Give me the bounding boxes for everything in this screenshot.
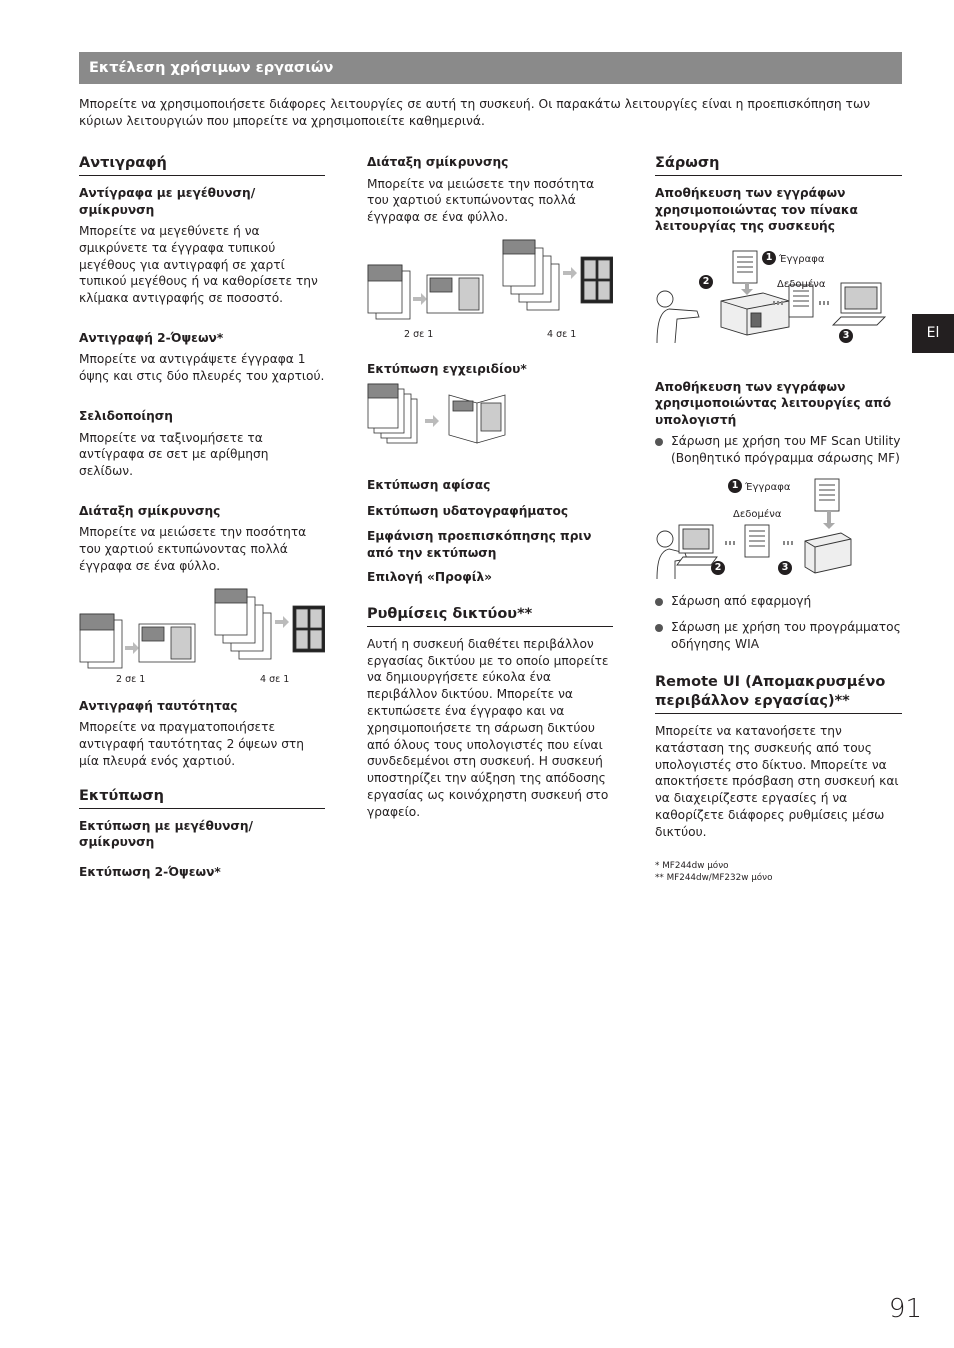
booklet-illustration: [367, 383, 613, 463]
print-caption-2in1: 2 σε 1: [404, 328, 434, 340]
bullet-dot: [655, 438, 663, 446]
scan-heading: Σάρωση: [655, 154, 902, 176]
print-duplex-title: Εκτύπωση 2-Όψεων*: [79, 864, 221, 879]
copy-reduced-text: Μπορείτε να μειώσετε την ποσότητα του χαρτιού εκτυπώνοντας πολλά έγγραφα σε ένα φύλλο.: [79, 525, 307, 574]
pc-step-1-badge: 1: [728, 479, 742, 493]
print-enlarge-title: Εκτύπωση με μεγέθυνση/σμίκρυνση: [79, 818, 253, 850]
pc-label-documents: Έγγραφα: [745, 481, 791, 493]
copy-duplex-text: Μπορείτε να αντιγράψετε έγγραφα 1 όψης και στις δύο πλευρές του χαρτιού.: [79, 352, 325, 384]
step-3-badge: 3: [839, 329, 853, 343]
remote-ui-text: Μπορείτε να κατανοήσετε την κατάσταση της συσκευής από τους υπολογιστές στο δίκτυο. Μπορείτε να αποκτήσετε πρόσβαση στη συσκευή και να διαχειρίζεστε εργασίες ή να καθορίζετε διάφορες ρυθμίσεις μέσω δικτύου.: [655, 723, 899, 839]
print-heading: Εκτύπωση: [79, 787, 325, 809]
booklet-image: [367, 383, 517, 449]
print-reduced-illustration: [367, 239, 613, 349]
page-number: 91: [888, 1294, 922, 1324]
scan-pc-title: Αποθήκευση των εγγράφων χρησιμοποιώντας λειτουργίες από υπολογιστή: [655, 379, 892, 427]
copy-id-title: Αντιγραφή ταυτότητας: [79, 698, 238, 713]
print-reduced-text: Μπορείτε να μειώσετε την ποσότητα του χαρτιού εκτυπώνοντας πολλά έγγραφα σε ένα φύλλο.: [367, 176, 595, 225]
scan-bullet-3: Σάρωση με χρήση του προγράμματος οδήγησης WIA: [655, 619, 902, 653]
footnote-1: * MF244dw μόνο: [655, 860, 729, 871]
print-poster-title: Εκτύπωση αφίσας: [367, 478, 491, 493]
bullet-dot: [655, 624, 663, 632]
caption-4in1: 4 σε 1: [260, 673, 290, 685]
remote-ui-heading: Remote UI (Απομακρυσμένο περιβάλλον εργασίας)**: [655, 673, 902, 714]
label-data: Δεδομένα: [777, 278, 826, 290]
pc-label-data: Δεδομένα: [733, 508, 782, 520]
scan-bullet-1: Σάρωση με χρήση του MF Scan Utility (Βοηθητικό πρόγραμμα σάρωσης MF): [655, 433, 902, 467]
column-copy: [79, 154, 325, 885]
caption-2in1: 2 σε 1: [116, 673, 146, 685]
copy-enlarge-title: Αντίγραφα με μεγέθυνση/σμίκρυνση: [79, 186, 256, 217]
intro-text: Μπορείτε να χρησιμοποιήσετε διάφορες λειτουργίες σε αυτή τη συσκευή. Οι παρακάτω λειτουργίες είναι η προεπισκόπηση των κύριων λειτουργιών που μπορείτε να χρησιμοποιείτε καθημερινά.: [79, 97, 871, 128]
pc-step-3-badge: 3: [778, 561, 792, 575]
print-watermark-title: Εκτύπωση υδατογραφήματος: [367, 503, 569, 518]
step-2-badge: 2: [699, 275, 713, 289]
label-documents: Έγγραφα: [779, 253, 825, 265]
print-profile-title: Επιλογή «Προφίλ»: [367, 570, 493, 585]
column-scan: [655, 154, 902, 885]
section-banner: Εκτέλεση χρήσιμων εργασιών: [79, 52, 902, 84]
print-reduced-title: Διάταξη σμίκρυνσης: [367, 155, 509, 169]
copy-collate-text: Μπορείτε να ταξινομήσετε τα αντίγραφα σε σετ με αρίθμηση σελίδων.: [79, 430, 269, 479]
copy-collate-title: Σελιδοποίηση: [79, 409, 173, 424]
scan-bullet-2: Σάρωση από εφαρμογή: [655, 593, 902, 610]
scan-pc-illustration: [655, 477, 902, 587]
copy-duplex-title: Αντιγραφή 2-Όψεων*: [79, 330, 224, 345]
scan-panel-illustration: [655, 243, 902, 371]
copy-reduced-title: Διάταξη σμίκρυνσης: [79, 503, 221, 518]
copy-heading: Αντιγραφή: [79, 154, 325, 176]
network-text: Αυτή η συσκευή διαθέτει περιβάλλον εργασίας δικτύου με το οποίο μπορείτε να δημιουργήσετε εύκολα ένα περιβάλλον δικτύου. Μπορείτε να εκτυπώσετε ένα έγγραφο και να χρησιμοποιήσετε τη σάρωση δικτύου από όλους τους υπολογιστές που είναι συνδεδεμένοι στη συσκευή. Η συσκευή υποστηρίζει την αύξηση της απόδοσης εργασίας ως κοινόχρηστη συσκευή στο γραφείο.: [367, 636, 609, 819]
print-preview-title: Εμφάνιση προεπισκόπησης πριν από την εκτύπωση: [367, 529, 592, 560]
network-heading: Ρυθμίσεις δικτύου**: [367, 605, 613, 627]
print-reduced-image: [367, 239, 613, 335]
copy-id-text: Μπορείτε να πραγματοποιήσετε αντιγραφή ταυτότητας 2 όψεων στη μία πλευρά ενός χαρτιού.: [79, 720, 304, 768]
scan-panel-title: Αποθήκευση των εγγράφων χρησιμοποιώντας τον πίνακα λειτουργίας της συσκευής: [655, 186, 858, 233]
column-print: [367, 154, 613, 834]
language-tab: El: [912, 314, 954, 353]
step-1-badge: 1: [762, 251, 776, 265]
reduced-layout-image: [79, 588, 325, 676]
print-booklet-title: Εκτύπωση εγχειριδίου*: [367, 361, 527, 376]
copy-reduced-illustration: [79, 588, 325, 688]
copy-enlarge-text: Μπορείτε να μεγεθύνετε ή να σμικρύνετε τα έγγραφα τυπικού μεγέθους για αντιγραφή σε χαρτί τυπικού μεγέθους ή να καθορίσετε την κλίμακα αντιγραφής σε ποσοστό.: [79, 224, 318, 306]
footnote-2: ** MF244dw/MF232w μόνο: [655, 873, 773, 884]
bullet-dot: [655, 598, 663, 606]
pc-step-2-badge: 2: [711, 561, 725, 575]
print-caption-4in1: 4 σε 1: [547, 328, 577, 340]
